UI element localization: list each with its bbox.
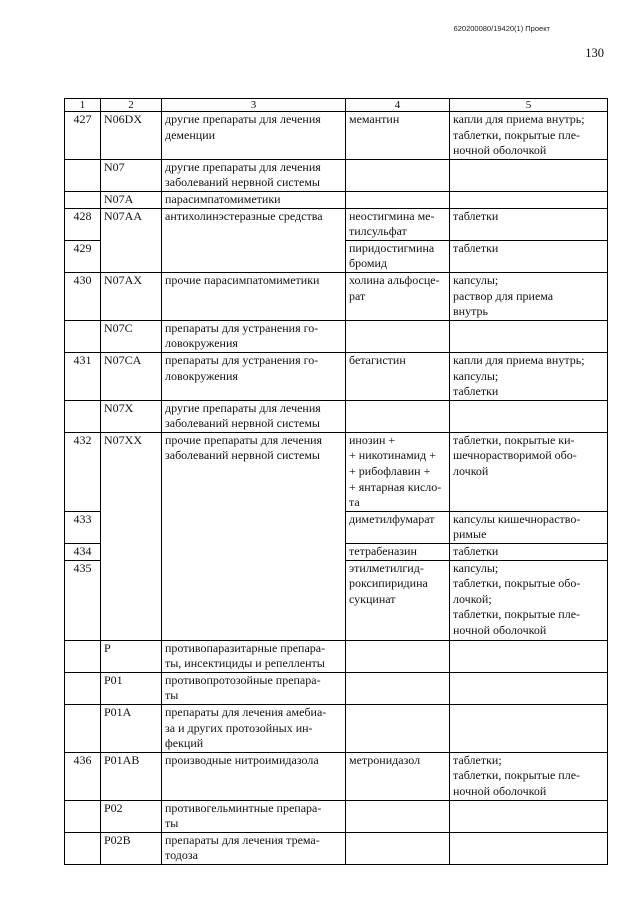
page-number: 130 (585, 46, 604, 60)
drug-name-cell (346, 240, 450, 272)
drug-name-cell (346, 159, 450, 191)
group-name-cell (162, 159, 346, 191)
dosage-form-cell (450, 208, 608, 240)
group-name-cell-line: препараты для лечения трема- (165, 832, 320, 847)
dosage-form-cell-line: римые (453, 527, 487, 542)
dosage-form-cell-line: капсулы; (453, 368, 499, 383)
group-name-cell-line: антихолинэстеразные средства (165, 208, 323, 223)
row-number-cell (65, 159, 101, 191)
dosage-form-cell-line: таблетки, покрытые пле- (453, 127, 581, 142)
dosage-form-cell (450, 320, 608, 352)
drug-name-cell (346, 800, 450, 832)
group-name-cell (162, 672, 346, 704)
drug-name-cell-line: инозин + (349, 432, 396, 447)
row-number-cell: 427 (65, 112, 101, 160)
column-header: 3 (162, 99, 346, 112)
atc-code-cell: N07AX (101, 272, 162, 320)
dosage-form-cell (450, 800, 608, 832)
dosage-form-cell-line: ночной оболочкой (453, 783, 547, 798)
table-row (65, 672, 608, 704)
group-name-cell-line: производные нитроимидазола (165, 752, 319, 767)
atc-code-cell: P01A (101, 705, 162, 753)
dosage-form-cell (450, 240, 608, 272)
dosage-form-cell (450, 560, 608, 640)
dosage-form-cell-line: раствор для приема (453, 288, 554, 303)
row-number-cell (65, 832, 101, 864)
group-name-cell (162, 352, 346, 400)
dosage-form-cell-line: внутрь (453, 304, 488, 319)
drug-name-cell (346, 544, 450, 561)
group-name-cell-line: препараты для лечения амебиа- (165, 705, 327, 719)
drug-name-cell-line: пиридостигмина (349, 240, 435, 255)
group-name-cell (162, 191, 346, 208)
column-number-row (65, 99, 608, 112)
table-row (65, 352, 608, 400)
drug-name-cell (346, 752, 450, 800)
group-name-cell (162, 432, 346, 640)
atc-code-cell: N07CA (101, 352, 162, 400)
atc-code-cell: N06DX (101, 112, 162, 160)
row-number-cell: 431 (65, 352, 101, 400)
row-number-cell: 434 (65, 544, 101, 561)
drug-name-cell-line: рат (349, 288, 366, 303)
drug-name-cell-line: тетрабеназин (349, 544, 417, 559)
drug-name-cell-line: неостигмина ме- (349, 208, 435, 223)
drug-name-cell (346, 272, 450, 320)
atc-code-cell: N07XX (101, 432, 162, 640)
drug-name-cell (346, 832, 450, 864)
dosage-form-cell-line: ночной оболочкой (453, 143, 547, 158)
drug-name-cell-line: мемантин (349, 112, 400, 126)
dosage-form-cell (450, 400, 608, 432)
dosage-form-cell-line: капсулы; (453, 560, 499, 575)
dosage-form-cell-line: капсулы; (453, 272, 499, 287)
drug-name-cell-line: + янтарная кисло- (349, 479, 442, 494)
row-number-cell: 430 (65, 272, 101, 320)
group-name-cell-line: ты (165, 688, 179, 703)
group-name-cell (162, 320, 346, 352)
group-name-cell-line: другие препараты для лечения (165, 159, 321, 174)
drug-name-cell-line: + никотинамид + (349, 448, 436, 463)
group-name-cell-line: тодоза (165, 848, 198, 863)
dosage-form-cell-line: таблетки (453, 384, 499, 399)
dosage-form-cell-line: таблетки (453, 240, 499, 255)
atc-code-cell: N07A (101, 191, 162, 208)
drug-name-cell-line: та (349, 495, 360, 510)
dosage-form-cell-line: таблетки, покрытые обо- (453, 576, 581, 591)
row-number-cell: 436 (65, 752, 101, 800)
atc-code-cell: N07X (101, 400, 162, 432)
table-row (65, 208, 608, 240)
group-name-cell (162, 752, 346, 800)
dosage-form-cell (450, 640, 608, 672)
row-number-cell (65, 640, 101, 672)
table-row (65, 432, 608, 511)
atc-code-cell: P02 (101, 800, 162, 832)
group-name-cell-line: противогельминтные препара- (165, 800, 322, 815)
drug-name-cell-line: метронидазол (349, 752, 421, 767)
drug-name-cell-line: этилметилгид- (349, 560, 424, 575)
column-header: 1 (65, 99, 101, 112)
row-number-cell (65, 320, 101, 352)
atc-code-cell: P (101, 640, 162, 672)
dosage-form-cell (450, 832, 608, 864)
group-name-cell-line: за и других протозойных ин- (165, 720, 313, 735)
dosage-form-cell-line: таблетки; (453, 752, 502, 767)
group-name-cell (162, 208, 346, 272)
dosage-form-cell (450, 511, 608, 543)
atc-code-cell: N07 (101, 159, 162, 191)
group-name-cell-line: деменции (165, 127, 216, 142)
drug-name-cell (346, 208, 450, 240)
dosage-form-cell (450, 272, 608, 320)
table-row (65, 159, 608, 191)
group-name-cell (162, 400, 346, 432)
group-name-cell-line: препараты для устранения го- (165, 352, 319, 367)
group-name-cell-line: противопротозойные препара- (165, 672, 321, 687)
row-number-cell (65, 672, 101, 704)
table-row (65, 191, 608, 208)
group-name-cell-line: препараты для устранения го- (165, 320, 319, 335)
row-number-cell (65, 400, 101, 432)
dosage-form-cell-line: ночной оболочкой (453, 623, 547, 637)
table-row (65, 112, 608, 160)
row-number-cell: 433 (65, 511, 101, 543)
drug-name-cell-line: + рибофлавин + (349, 464, 431, 479)
group-name-cell (162, 112, 346, 160)
drug-name-cell (346, 112, 450, 160)
dosage-form-cell-line: шечнорастворимой обо- (453, 448, 577, 463)
dosage-form-cell (450, 432, 608, 511)
drug-name-cell-line: тилсульфат (349, 224, 407, 239)
drug-registry-table (64, 98, 608, 865)
group-name-cell-line: прочие парасимпатомиметики (165, 272, 320, 287)
dosage-form-cell-line: таблетки (453, 208, 499, 223)
group-name-cell-line: парасимпатомиметики (165, 191, 281, 206)
atc-code-cell: P01 (101, 672, 162, 704)
dosage-form-cell-line: лочкой; (453, 591, 492, 606)
row-number-cell (65, 191, 101, 208)
drug-name-cell-line: диметилфумарат (349, 511, 435, 526)
dosage-form-cell (450, 752, 608, 800)
group-name-cell-line: заболеваний нервной системы (165, 448, 320, 463)
drug-name-cell (346, 640, 450, 672)
drug-name-cell (346, 320, 450, 352)
atc-code-cell: P02B (101, 832, 162, 864)
dosage-form-cell-line: таблетки, покрытые ки- (453, 432, 575, 447)
dosage-form-cell (450, 705, 608, 753)
row-number-cell (65, 705, 101, 753)
group-name-cell-line: ловокружения (165, 368, 238, 383)
table-row (65, 640, 608, 672)
group-name-cell-line: другие препараты для лечения (165, 400, 321, 415)
atc-code-cell: P01AB (101, 752, 162, 800)
row-number-cell: 432 (65, 432, 101, 511)
dosage-form-cell-line: таблетки (453, 544, 499, 559)
group-name-cell (162, 800, 346, 832)
dosage-form-cell-line: лочкой (453, 464, 489, 479)
column-header: 5 (450, 99, 608, 112)
drug-name-cell-line: бромид (349, 256, 387, 271)
dosage-form-cell (450, 159, 608, 191)
dosage-form-cell-line: таблетки, покрытые пле- (453, 607, 581, 622)
group-name-cell (162, 640, 346, 672)
dosage-form-cell-line: капли для приема внутрь; (453, 112, 585, 126)
atc-code-cell: N07C (101, 320, 162, 352)
drug-name-cell-line: холина альфосце- (349, 272, 440, 287)
dosage-form-cell-line: капли для приема внутрь; (453, 352, 585, 367)
table-row (65, 832, 608, 864)
table-row (65, 752, 608, 800)
row-number-cell: 435 (65, 560, 101, 640)
drug-name-cell (346, 705, 450, 753)
group-name-cell-line: заболеваний нервной системы (165, 175, 320, 190)
table-row (65, 320, 608, 352)
row-number-cell (65, 800, 101, 832)
row-number-cell: 428 (65, 208, 101, 240)
drug-name-cell (346, 511, 450, 543)
atc-code-cell: N07AA (101, 208, 162, 272)
group-name-cell-line: другие препараты для лечения (165, 112, 321, 126)
group-name-cell-line: ты, инсектициды и репелленты (165, 656, 325, 671)
group-name-cell-line: прочие препараты для лечения (165, 432, 323, 447)
group-name-cell-line: противопаразитарные препара- (165, 640, 326, 655)
table-row (65, 400, 608, 432)
drug-name-cell (346, 352, 450, 400)
drug-name-cell (346, 191, 450, 208)
group-name-cell-line: ты (165, 816, 179, 831)
group-name-cell (162, 705, 346, 753)
column-header: 4 (346, 99, 450, 112)
drug-name-cell-line: роксипиридина (349, 576, 428, 591)
drug-name-cell-line: бетагистин (349, 352, 406, 367)
table-row (65, 272, 608, 320)
drug-name-cell (346, 400, 450, 432)
group-name-cell-line: фекций (165, 736, 204, 751)
drug-name-cell (346, 432, 450, 511)
row-number-cell: 429 (65, 240, 101, 272)
column-header: 2 (101, 99, 162, 112)
dosage-form-cell (450, 352, 608, 400)
drug-name-cell-line: сукцинат (349, 591, 396, 606)
dosage-form-cell (450, 672, 608, 704)
dosage-form-cell (450, 191, 608, 208)
drug-name-cell (346, 560, 450, 640)
drug-name-cell (346, 672, 450, 704)
table-row (65, 800, 608, 832)
document-id: 620200080/19420(1) Проект (453, 24, 550, 33)
group-name-cell-line: ловокружения (165, 336, 238, 351)
group-name-cell-line: заболеваний нервной системы (165, 416, 320, 431)
group-name-cell (162, 272, 346, 320)
table-row (65, 705, 608, 753)
dosage-form-cell (450, 544, 608, 561)
group-name-cell (162, 832, 346, 864)
dosage-form-cell (450, 112, 608, 160)
dosage-form-cell-line: таблетки, покрытые пле- (453, 768, 581, 783)
dosage-form-cell-line: капсулы кишечнораство- (453, 511, 581, 526)
